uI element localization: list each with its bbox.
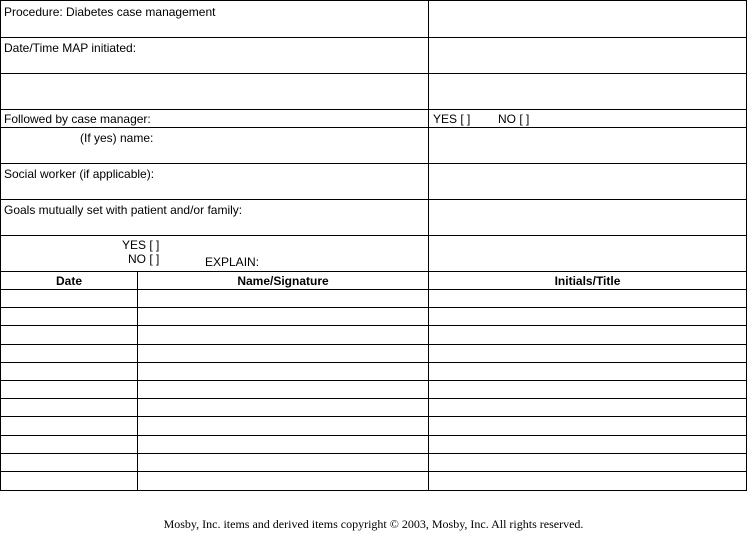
case-manager-yes-checkbox[interactable]: YES [ ] [433, 112, 471, 126]
name-signature-cell[interactable] [138, 345, 428, 362]
column-divider [137, 454, 138, 471]
datetime-label: Date/Time MAP initiated: [4, 41, 137, 55]
initials-title-cell[interactable] [429, 363, 746, 380]
date-cell[interactable] [1, 363, 137, 380]
column-divider [137, 381, 138, 398]
column-divider [137, 417, 138, 434]
column-divider [428, 290, 429, 307]
copyright-footer: Mosby, Inc. items and derived items copyright © 2003, Mosby, Inc. All rights reserved. [163, 517, 584, 531]
column-divider [428, 1, 429, 37]
procedure-row [1, 1, 746, 38]
goals-label: Goals mutually set with patient and/or family: [4, 203, 243, 217]
column-divider [428, 381, 429, 398]
initials-title-cell[interactable] [429, 345, 746, 362]
initials-title-cell[interactable] [429, 472, 746, 490]
column-divider [428, 236, 429, 271]
name-signature-cell[interactable] [138, 308, 428, 325]
name-signature-cell[interactable] [138, 290, 428, 307]
header-name-signature: Name/Signature [237, 274, 329, 288]
name-signature-cell[interactable] [138, 436, 428, 453]
name-signature-cell[interactable] [138, 454, 428, 471]
signature-row [1, 345, 746, 363]
column-divider [428, 308, 429, 325]
signature-row [1, 436, 746, 454]
explain-label: EXPLAIN: [205, 255, 260, 269]
column-divider [137, 436, 138, 453]
name-signature-cell[interactable] [138, 326, 428, 343]
column-divider [428, 436, 429, 453]
signature-row [1, 326, 746, 344]
signature-row [1, 472, 746, 490]
initials-title-cell[interactable] [429, 417, 746, 434]
name-signature-cell[interactable] [138, 363, 428, 380]
initials-title-cell[interactable] [429, 399, 746, 416]
date-cell[interactable] [1, 381, 137, 398]
datetime-row [1, 38, 746, 74]
date-cell[interactable] [1, 454, 137, 471]
column-divider [428, 345, 429, 362]
initials-title-cell[interactable] [429, 436, 746, 453]
signature-row [1, 417, 746, 435]
column-divider [137, 326, 138, 343]
social-worker-label: Social worker (if applicable): [4, 167, 155, 181]
column-divider [428, 472, 429, 490]
header-date: Date [55, 274, 82, 288]
column-divider [428, 399, 429, 416]
column-divider [428, 110, 429, 127]
column-divider [428, 417, 429, 434]
initials-title-cell[interactable] [429, 308, 746, 325]
case-manager-label: Followed by case manager: [4, 112, 151, 126]
case-manager-row [1, 110, 746, 128]
initials-title-cell[interactable] [429, 381, 746, 398]
if-yes-name-label: (If yes) name: [80, 131, 154, 145]
signature-table-header [1, 272, 746, 290]
procedure-label: Procedure: Diabetes case management [4, 5, 216, 19]
column-divider [428, 454, 429, 471]
blank-row [1, 74, 746, 110]
case-manager-no-checkbox[interactable]: NO [ ] [498, 112, 530, 126]
name-signature-cell[interactable] [138, 399, 428, 416]
column-divider [137, 472, 138, 490]
column-divider [137, 399, 138, 416]
column-divider [428, 38, 429, 73]
date-cell[interactable] [1, 417, 137, 434]
signature-row [1, 454, 746, 472]
date-cell[interactable] [1, 290, 137, 307]
column-divider [137, 290, 138, 307]
goals-no-checkbox[interactable]: NO [ ] [128, 252, 160, 266]
date-cell[interactable] [1, 472, 137, 490]
column-divider [137, 345, 138, 362]
column-divider [428, 74, 429, 109]
date-cell[interactable] [1, 326, 137, 343]
date-cell[interactable] [1, 345, 137, 362]
case-manager-name-row [1, 128, 746, 164]
signature-row [1, 308, 746, 326]
signature-row [1, 290, 746, 308]
name-signature-cell[interactable] [138, 472, 428, 490]
header-initials-title: Initials/Title [554, 274, 621, 288]
goals-yes-checkbox[interactable]: YES [ ] [122, 238, 160, 252]
column-divider [428, 128, 429, 163]
column-divider [428, 164, 429, 199]
name-signature-cell[interactable] [138, 381, 428, 398]
initials-title-cell[interactable] [429, 326, 746, 343]
column-divider [137, 363, 138, 380]
column-divider [428, 326, 429, 343]
initials-title-cell[interactable] [429, 454, 746, 471]
signature-row [1, 399, 746, 417]
goals-row [1, 200, 746, 236]
signature-row [1, 381, 746, 399]
column-divider [137, 308, 138, 325]
goals-answer-row [1, 236, 746, 272]
date-cell[interactable] [1, 308, 137, 325]
name-signature-cell[interactable] [138, 417, 428, 434]
social-worker-row [1, 164, 746, 200]
column-divider [428, 363, 429, 380]
date-cell[interactable] [1, 399, 137, 416]
column-divider [428, 200, 429, 235]
signature-row [1, 363, 746, 381]
initials-title-cell[interactable] [429, 290, 746, 307]
date-cell[interactable] [1, 436, 137, 453]
